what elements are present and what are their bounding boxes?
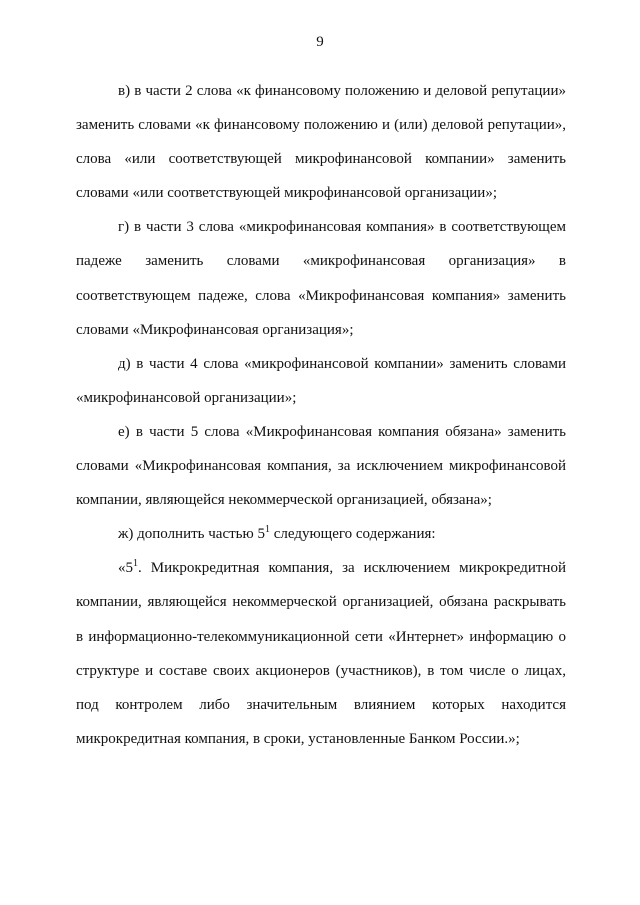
paragraph-d: д) в части 4 слова «микрофинансовой компании» заменить словами «микрофинансовой организации»; xyxy=(76,355,566,406)
new-part-body: . Микрокредитная компания, за исключением микрокредитной компании, являющейся некоммерческой организацией, обязана раскрывать в информационно-телекоммуникационной сети «Интернет» информацию о структуре и составе своих акционеров (участников), в том числе о лицах, под контролем либо значительным влиянием которых находится микрокредитная компания, в сроки, установленные Банком России.»; xyxy=(76,560,566,747)
paragraph-zh-text: ж) дополнить частью 5 xyxy=(118,526,265,543)
document-body xyxy=(76,74,566,756)
paragraph-v: в) в части 2 слова «к финансовому положению и деловой репутации» заменить словами «к финансовому положению и (или) деловой репутации», слова «или соответствующей микрофинансовой компании» заменить словами «или соответствующей микрофинансовой организации»; xyxy=(76,83,566,202)
page-number: 9 xyxy=(316,34,324,50)
new-part-open: «5 xyxy=(118,560,133,577)
paragraph-e: е) в части 5 слова «Микрофинансовая компания обязана» заменить словами «Микрофинансовая компания, за исключением микрофинансовой компании, являющейся некоммерческой организацией, обязана»; xyxy=(76,423,566,509)
new-part-text xyxy=(76,551,566,756)
superscript: 1 xyxy=(264,524,270,536)
superscript: 1 xyxy=(133,558,138,570)
paragraph-g: г) в части 3 слова «микрофинансовая компания» в соответствующем падеже заменить словами «микрофинансовая организация» в соответствующем падеже, слова «Микрофинансовая компания» заменить словами «Микрофинансовая организация»; xyxy=(76,219,566,338)
paragraph-zh-text-end: следующего содержания: xyxy=(269,526,436,543)
paragraph-zh xyxy=(76,517,566,551)
